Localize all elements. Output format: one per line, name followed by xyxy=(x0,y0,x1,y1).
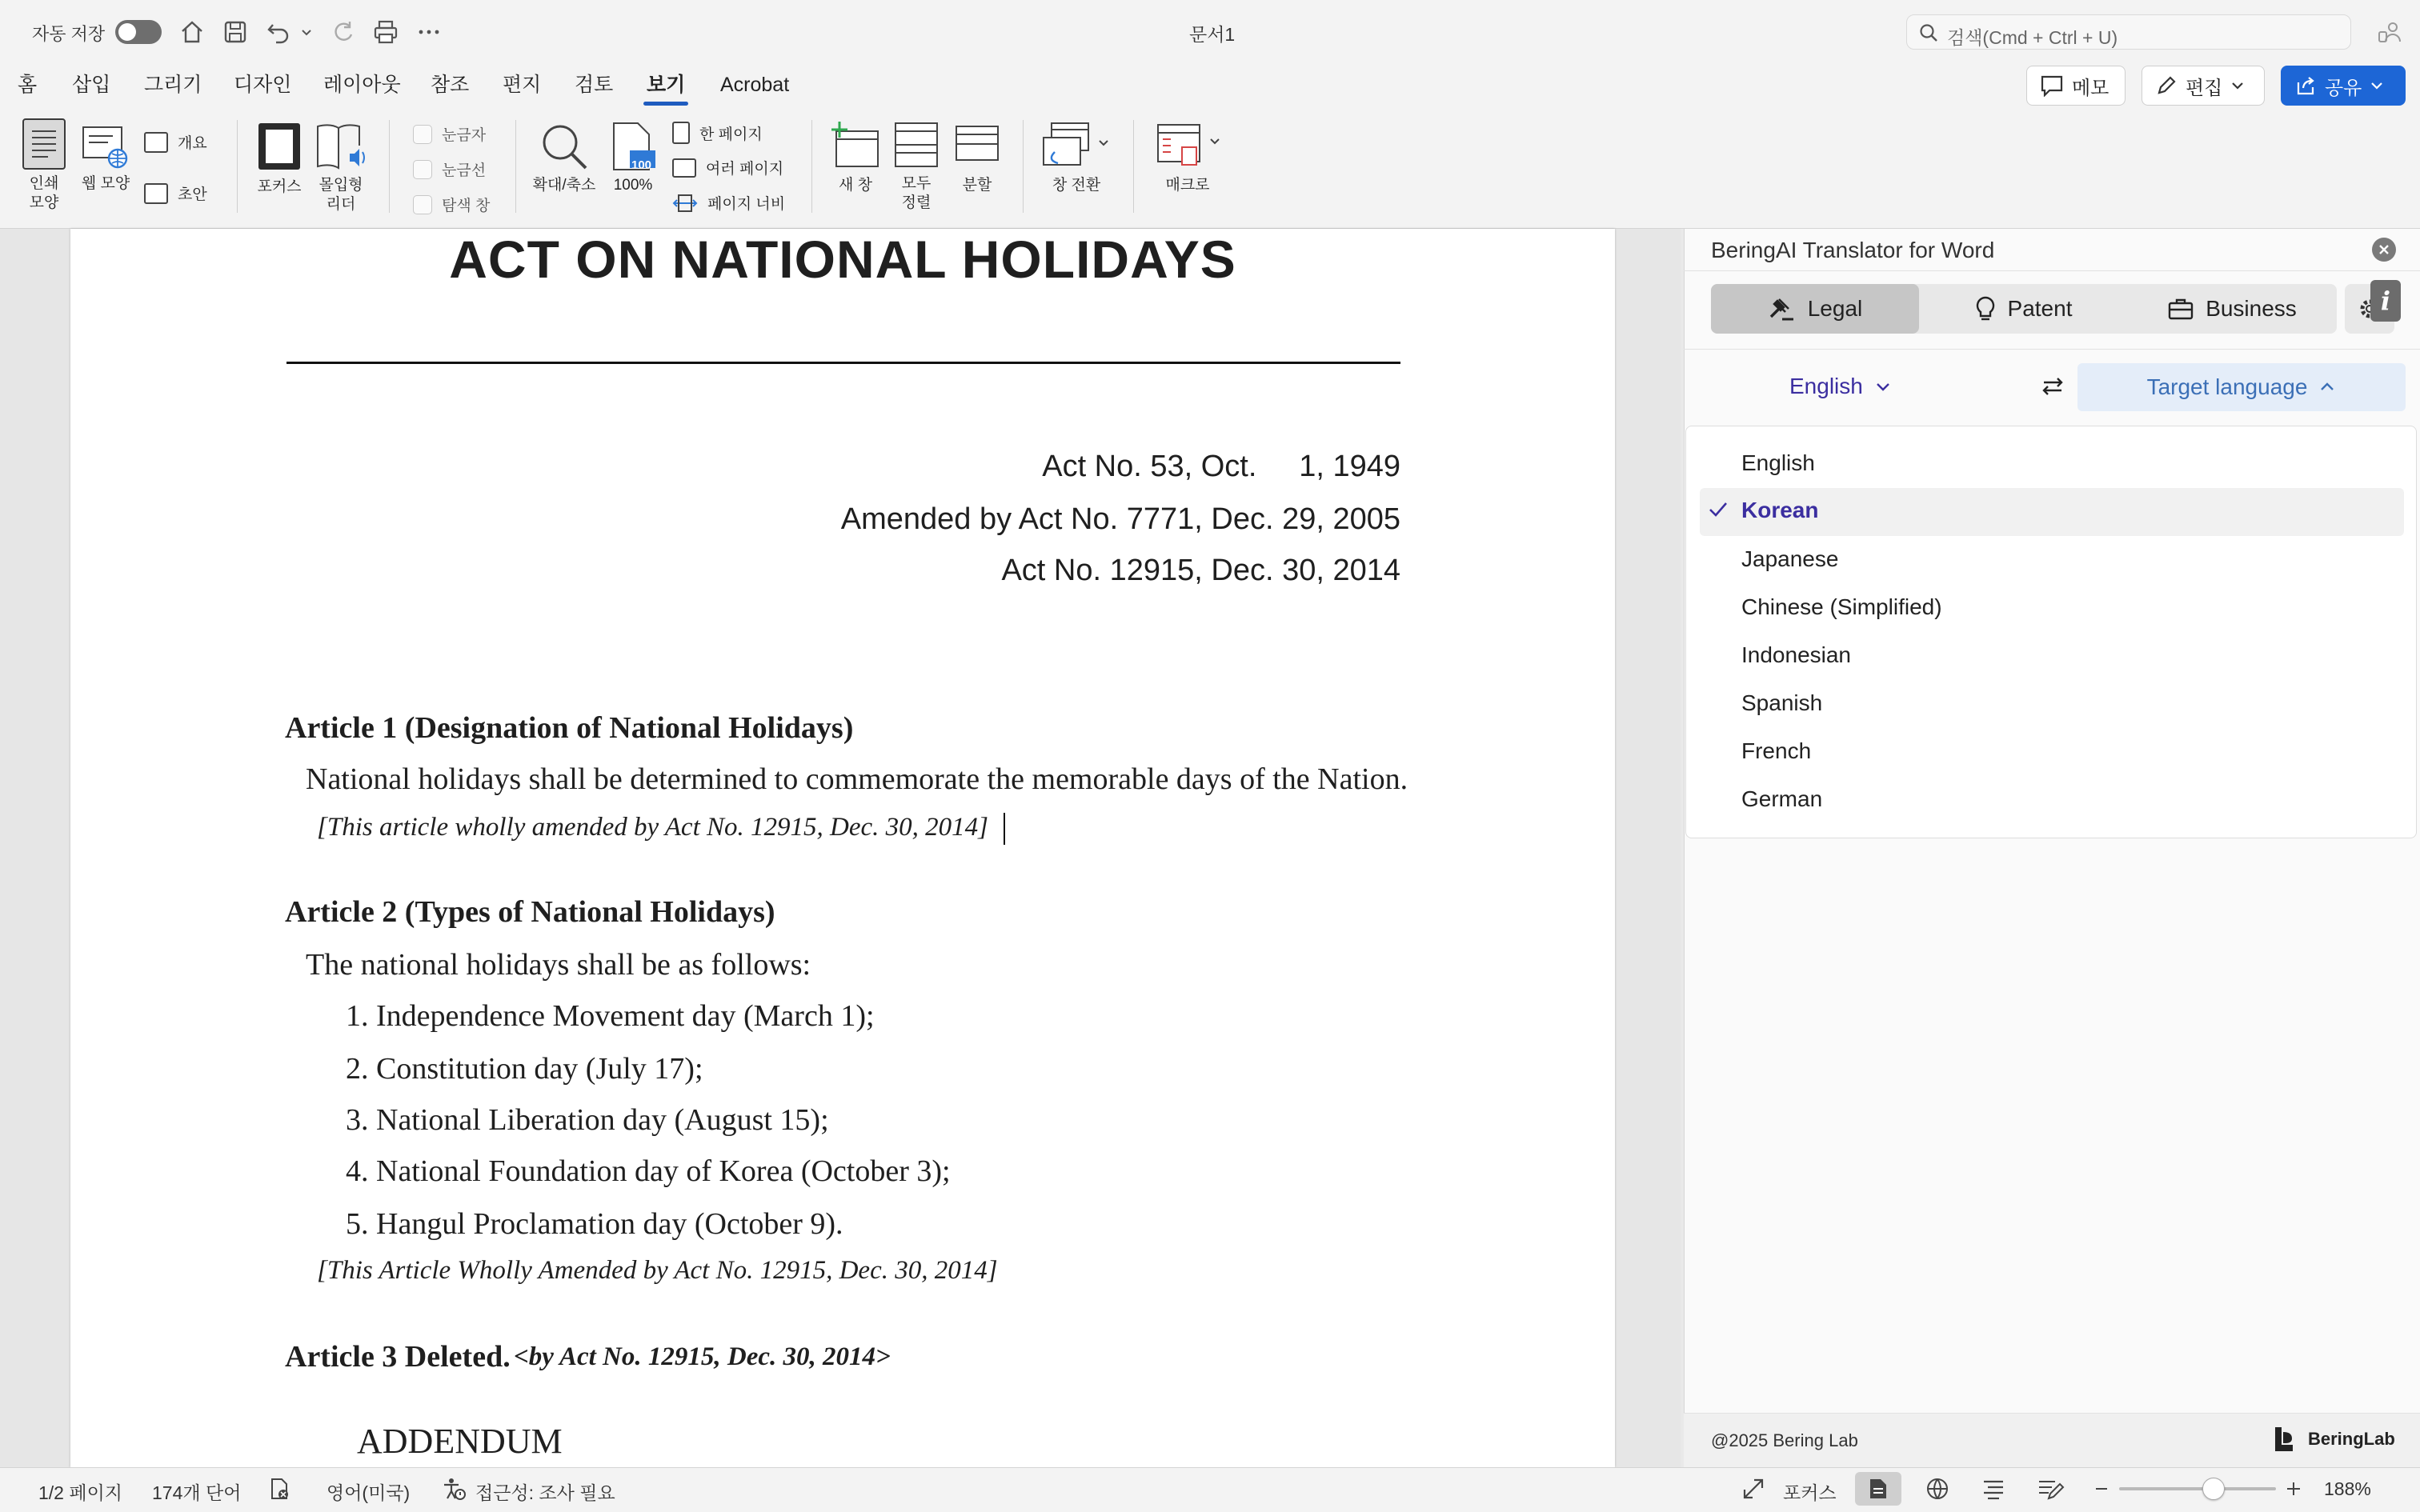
tab-home[interactable]: 홈 xyxy=(18,74,38,96)
navigation-pane-label: 탐색 창 xyxy=(442,198,491,214)
proofing-icon[interactable] xyxy=(267,1477,291,1501)
new-window-button[interactable] xyxy=(827,120,883,195)
language-option-english[interactable]: English xyxy=(1741,450,1815,475)
navigation-pane-checkbox[interactable] xyxy=(413,194,490,215)
pencil-icon xyxy=(2155,74,2178,97)
expand-icon[interactable] xyxy=(1741,1477,1765,1501)
print-icon[interactable] xyxy=(370,16,402,48)
target-language-placeholder: Target language xyxy=(2146,374,2308,399)
print-layout-view-button[interactable] xyxy=(1855,1472,1901,1506)
page-width-button[interactable] xyxy=(672,192,785,214)
chevron-down-icon xyxy=(1874,378,1892,395)
article1-note: [This article wholly amended by Act No. 12915, Dec. 30, 2014] xyxy=(317,813,988,842)
tab-insert[interactable]: 삽입 xyxy=(72,74,111,96)
tab-references[interactable]: 참조 xyxy=(431,74,470,96)
more-icon[interactable] xyxy=(413,16,445,48)
close-pane-icon[interactable] xyxy=(2372,238,2396,262)
immersive-reader-label-line2: 리더 xyxy=(326,196,356,213)
language-option-chinese-simplified[interactable]: Chinese (Simplified) xyxy=(1741,594,1942,619)
search-input[interactable] xyxy=(1906,14,2351,50)
ribbon-divider xyxy=(515,120,516,213)
ribbon-divider xyxy=(389,120,390,213)
draft-view-icon[interactable] xyxy=(2037,1477,2065,1501)
new-window-icon xyxy=(830,120,881,170)
outline-button[interactable] xyxy=(144,131,207,153)
act-line-3: Act No. 12915, Dec. 30, 2014 xyxy=(1001,554,1400,587)
zoom-label: 확대/축소 xyxy=(532,177,596,194)
tab-view[interactable]: 보기 xyxy=(647,69,685,101)
undo-icon[interactable] xyxy=(262,16,294,48)
tab-acrobat[interactable]: Acrobat xyxy=(720,74,790,96)
web-layout-label: 웹 모양 xyxy=(81,175,130,192)
gridlines-checkbox-box[interactable] xyxy=(413,160,432,179)
article2-intro: The national holidays shall be as follows: xyxy=(306,948,811,982)
zoom-slider-thumb[interactable] xyxy=(2202,1478,2225,1500)
holiday-item: 5. Hangul Proclamation day (October 9). xyxy=(346,1207,843,1241)
focus-mode-label[interactable]: 포커스 xyxy=(1783,1482,1837,1503)
act-line-1: Act No. 53, Oct. 1, 1949 xyxy=(1042,450,1400,483)
multiple-pages-label: 여러 페이지 xyxy=(706,161,784,178)
magnifier-icon xyxy=(538,120,591,173)
chevron-down-icon xyxy=(2370,78,2384,93)
outline-icon xyxy=(144,132,168,153)
immersive-reader-icon xyxy=(315,122,367,171)
word-count[interactable]: 174개 단어 xyxy=(152,1482,242,1503)
share-label: 공유 xyxy=(2325,77,2362,99)
edit-mode-button[interactable] xyxy=(2142,66,2265,106)
pane-divider xyxy=(1684,349,2420,350)
ribbon-divider xyxy=(1133,120,1134,213)
swap-languages-icon[interactable] xyxy=(2039,373,2066,400)
split-label: 분할 xyxy=(962,177,992,194)
immersive-reader-button[interactable] xyxy=(314,122,368,214)
arrange-all-label-line2: 정렬 xyxy=(901,194,932,211)
multiple-pages-icon xyxy=(672,158,696,178)
beringlab-logo-icon xyxy=(2273,1426,2295,1453)
print-layout-button[interactable] xyxy=(16,118,72,213)
language-option-korean[interactable]: Korean xyxy=(1741,498,1819,522)
autosave-toggle[interactable] xyxy=(115,20,162,44)
translator-pane xyxy=(1684,229,2420,1467)
switch-windows-icon xyxy=(1040,120,1112,170)
arrange-all-button[interactable] xyxy=(890,120,943,213)
zoom-100-label: 100% xyxy=(613,177,653,194)
zoom-100-button[interactable] xyxy=(607,120,659,195)
addendum-heading: ADDENDUM xyxy=(357,1422,563,1461)
document-page[interactable] xyxy=(70,229,1615,1467)
act-line-2: Amended by Act No. 7771, Dec. 29, 2005 xyxy=(840,502,1400,536)
ruler-label: 눈금자 xyxy=(442,127,487,144)
comment-icon xyxy=(2040,74,2064,97)
article1-heading: Article 1 (Designation of National Holidays) xyxy=(285,711,854,745)
print-layout-label-line1: 인쇄 xyxy=(29,175,59,192)
pane-title: BeringAI Translator for Word xyxy=(1711,238,1995,262)
one-page-button[interactable] xyxy=(672,122,763,144)
segment-patent-label: Patent xyxy=(2007,296,2073,321)
memo-button[interactable] xyxy=(2026,66,2126,106)
edit-label: 편집 xyxy=(2186,77,2223,99)
gavel-icon xyxy=(1768,296,1797,322)
accessibility-status[interactable]: 접근성: 조사 필요 xyxy=(475,1482,615,1503)
language-option-indonesian[interactable]: Indonesian xyxy=(1741,642,1852,667)
redo-icon[interactable] xyxy=(327,16,359,48)
one-page-icon xyxy=(672,122,690,144)
language-option-german[interactable]: German xyxy=(1741,786,1823,811)
source-language-select[interactable] xyxy=(1789,364,1892,409)
print-layout-icon xyxy=(22,118,66,170)
draft-button[interactable] xyxy=(144,182,207,204)
accessibility-icon[interactable] xyxy=(442,1477,466,1501)
new-window-label: 새 창 xyxy=(839,177,872,194)
search-icon xyxy=(1918,22,1939,43)
zoom-in-icon[interactable] xyxy=(2284,1477,2303,1501)
ruler-checkbox-box[interactable] xyxy=(413,125,432,144)
web-layout-view-icon[interactable] xyxy=(1925,1477,1949,1501)
zoom-100-badge: 100 xyxy=(631,158,652,172)
segment-legal[interactable] xyxy=(1711,284,1919,334)
holiday-item: 2. Constitution day (July 17); xyxy=(346,1052,703,1086)
article2-heading: Article 2 (Types of National Holidays) xyxy=(285,895,775,929)
arrange-all-icon xyxy=(892,120,940,170)
focus-icon xyxy=(255,122,303,171)
macros-button[interactable] xyxy=(1149,120,1226,195)
tab-review[interactable]: 검토 xyxy=(575,74,614,96)
target-language-select[interactable] xyxy=(2077,363,2406,411)
multiple-pages-button[interactable] xyxy=(672,157,783,178)
title-rule xyxy=(286,362,1400,364)
info-icon[interactable]: i xyxy=(2370,280,2401,322)
segment-patent[interactable] xyxy=(1919,284,2127,334)
page-width-icon xyxy=(672,193,698,214)
navigation-pane-checkbox-box[interactable] xyxy=(413,195,432,214)
holiday-item: 1. Independence Movement day (March 1); xyxy=(346,999,875,1033)
memo-label: 메모 xyxy=(2072,77,2109,99)
macros-icon xyxy=(1152,120,1224,170)
footer-brand: BeringLab xyxy=(2308,1429,2395,1449)
draft-label: 초안 xyxy=(178,186,207,203)
segment-business-label: Business xyxy=(2206,296,2297,321)
ruler-checkbox[interactable] xyxy=(413,123,486,145)
outline-label: 개요 xyxy=(178,135,207,152)
zoom-button[interactable] xyxy=(530,120,599,195)
article3-note: <by Act No. 12915, Dec. 30, 2014> xyxy=(514,1342,891,1371)
holiday-item: 4. National Foundation day of Korea (October 3); xyxy=(346,1154,951,1188)
tab-layout[interactable]: 레이아웃 xyxy=(323,74,401,96)
segment-legal-label: Legal xyxy=(1807,296,1863,321)
tab-design[interactable]: 디자인 xyxy=(234,74,292,96)
outline-view-icon[interactable] xyxy=(1981,1477,2005,1501)
draft-icon xyxy=(144,183,168,204)
text-cursor xyxy=(1004,813,1005,845)
print-layout-view-icon xyxy=(1869,1478,1888,1500)
share-button[interactable] xyxy=(2281,66,2406,106)
pane-divider xyxy=(1684,270,2420,271)
save-icon[interactable] xyxy=(219,16,251,48)
immersive-reader-label-line1: 몰입형 xyxy=(319,177,363,194)
zoom-out-icon[interactable] xyxy=(2093,1477,2113,1501)
one-page-label: 한 페이지 xyxy=(699,126,763,143)
page-width-label: 페이지 너비 xyxy=(707,196,786,213)
language-option-french[interactable]: French xyxy=(1741,738,1812,763)
home-icon[interactable] xyxy=(176,16,208,48)
zoom-slider[interactable] xyxy=(2119,1487,2276,1490)
print-layout-label-line2: 모양 xyxy=(29,194,59,211)
checkmark-icon xyxy=(1708,499,1729,520)
autosave-label: 자동 저장 xyxy=(32,24,106,44)
briefcase-icon xyxy=(2167,297,2194,321)
focus-label: 포커스 xyxy=(257,178,302,195)
lightbulb-icon xyxy=(1974,295,1997,322)
article2-note: [This Article Wholly Amended by Act No. 12915, Dec. 30, 2014] xyxy=(317,1256,998,1285)
page-count[interactable]: 1/2 페이지 xyxy=(38,1482,123,1503)
language-status[interactable]: 영어(미국) xyxy=(327,1482,411,1503)
source-language-value: English xyxy=(1789,374,1863,398)
language-option-japanese[interactable]: Japanese xyxy=(1741,546,1839,571)
document-title: 문서1 xyxy=(1189,24,1236,45)
switch-windows-button[interactable] xyxy=(1039,120,1114,195)
ribbon-divider xyxy=(1023,120,1024,213)
language-option-spanish[interactable]: Spanish xyxy=(1741,690,1823,715)
switch-windows-label: 창 전환 xyxy=(1052,177,1101,194)
chevron-up-icon xyxy=(2318,378,2336,396)
article1-body: National holidays shall be determined to commemorate the memorable days of the Nation. xyxy=(306,762,1408,796)
footer-copyright: @2025 Bering Lab xyxy=(1711,1430,1858,1450)
collaboration-icon[interactable] xyxy=(2374,16,2406,48)
macros-label: 매크로 xyxy=(1165,177,1210,194)
split-button[interactable] xyxy=(951,120,1004,195)
chevron-down-icon xyxy=(2230,78,2245,93)
document-title-heading: ACT ON NATIONAL HOLIDAYS xyxy=(449,230,1236,289)
holiday-item: 3. National Liberation day (August 15); xyxy=(346,1103,829,1137)
ribbon-divider xyxy=(811,120,812,213)
split-icon xyxy=(953,120,1001,170)
search-placeholder: 검색(Cmd + Ctrl + U) xyxy=(1947,27,2118,48)
share-icon xyxy=(2294,74,2317,97)
arrange-all-label-line1: 모두 xyxy=(901,175,932,192)
tab-draw[interactable]: 그리기 xyxy=(144,74,202,96)
article3-heading: Article 3 Deleted. xyxy=(285,1340,511,1374)
focus-button[interactable] xyxy=(253,122,306,197)
tab-mailings[interactable]: 편지 xyxy=(503,74,542,96)
web-layout-button[interactable] xyxy=(80,125,131,194)
ribbon-divider xyxy=(237,120,238,213)
zoom-level[interactable]: 188% xyxy=(2324,1478,2371,1499)
segment-business[interactable] xyxy=(2127,284,2337,334)
web-layout-icon xyxy=(81,125,130,170)
undo-dropdown-chevron-icon[interactable] xyxy=(294,16,319,48)
gridlines-label: 눈금선 xyxy=(442,162,487,179)
gridlines-checkbox[interactable] xyxy=(413,158,486,180)
